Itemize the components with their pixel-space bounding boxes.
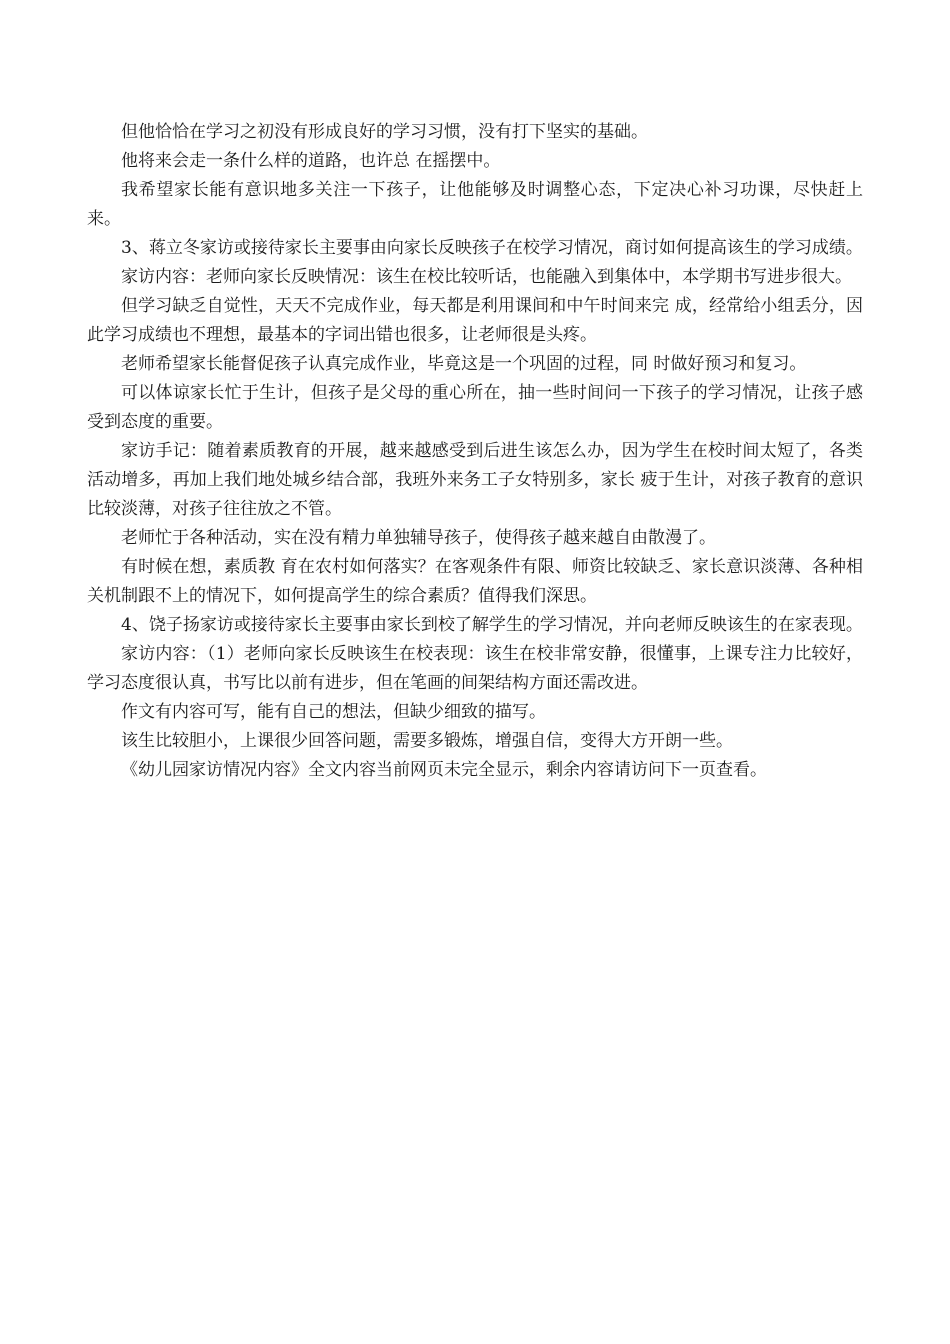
paragraph: 老师忙于各种活动，实在没有精力单独辅导孩子，使得孩子越来越自由散漫了。	[121, 528, 716, 548]
paragraph: 家访手记：随着素质教育的开展，越来越感受到后进生该怎么办，因为学生在校时间太短了，各类活动增多，再加上我们地处城乡结合部，我班外来务工子女特别多，家长 疲于生计，对孩子教育的意识比较淡薄，对孩子往往放之不管。	[87, 441, 863, 519]
paragraph: 作文有内容可写，能有自己的想法，但缺少细致的描写。	[121, 702, 546, 722]
paragraph: 3、蒋立冬家访或接待家长主要事由向家长反映孩子在校学习情况，商讨如何提高该生的学习成绩。	[121, 238, 863, 258]
paragraph: 可以体谅家长忙于生计，但孩子是父母的重心所在，抽一些时间问一下孩子的学习情况，让孩子感受到态度的重要。	[87, 383, 863, 432]
paragraph: 他将来会走一条什么样的道路，也许总 在摇摆中。	[121, 151, 501, 171]
paragraph: 我希望家长能有意识地多关注一下孩子，让他能够及时调整心态，下定决心补习功课，尽快赶上来。	[87, 180, 863, 229]
continuation-notice: 《幼儿园家访情况内容》全文内容当前网页未完全显示，剩余内容请访问下一页查看。	[121, 760, 767, 780]
paragraph: 家访内容：老师向家长反映情况：该生在校比较听话，也能融入到集体中，本学期书写进步很大。	[121, 267, 852, 287]
document-body	[87, 118, 863, 785]
paragraph: 老师希望家长能督促孩子认真完成作业，毕竟这是一个巩固的过程，同 时做好预习和复习。	[121, 354, 807, 374]
paragraph: 但学习缺乏自觉性，天天不完成作业，每天都是利用课间和中午时间来完 成，经常给小组丢分，因此学习成绩也不理想，最基本的字词出错也很多，让老师很是头疼。	[87, 296, 863, 345]
paragraph: 但他恰恰在学习之初没有形成良好的学习习惯，没有打下坚实的基础。	[121, 122, 648, 142]
paragraph: 家访内容：（1）老师向家长反映该生在校表现：该生在校非常安静，很懂事，上课专注力比较好，学习态度很认真，书写比以前有进步，但在笔画的间架结构方面还需改进。	[87, 644, 863, 693]
paragraph: 有时候在想，素质教 育在农村如何落实？在客观条件有限、师资比较缺乏、家长意识淡薄、各种相关机制跟不上的情况下，如何提高学生的综合素质？值得我们深思。	[87, 557, 863, 606]
paragraph: 4、饶子扬家访或接待家长主要事由家长到校了解学生的学习情况，并向老师反映该生的在家表现。	[121, 615, 863, 635]
paragraph: 该生比较胆小，上课很少回答问题，需要多锻炼，增强自信，变得大方开朗一些。	[121, 731, 733, 751]
